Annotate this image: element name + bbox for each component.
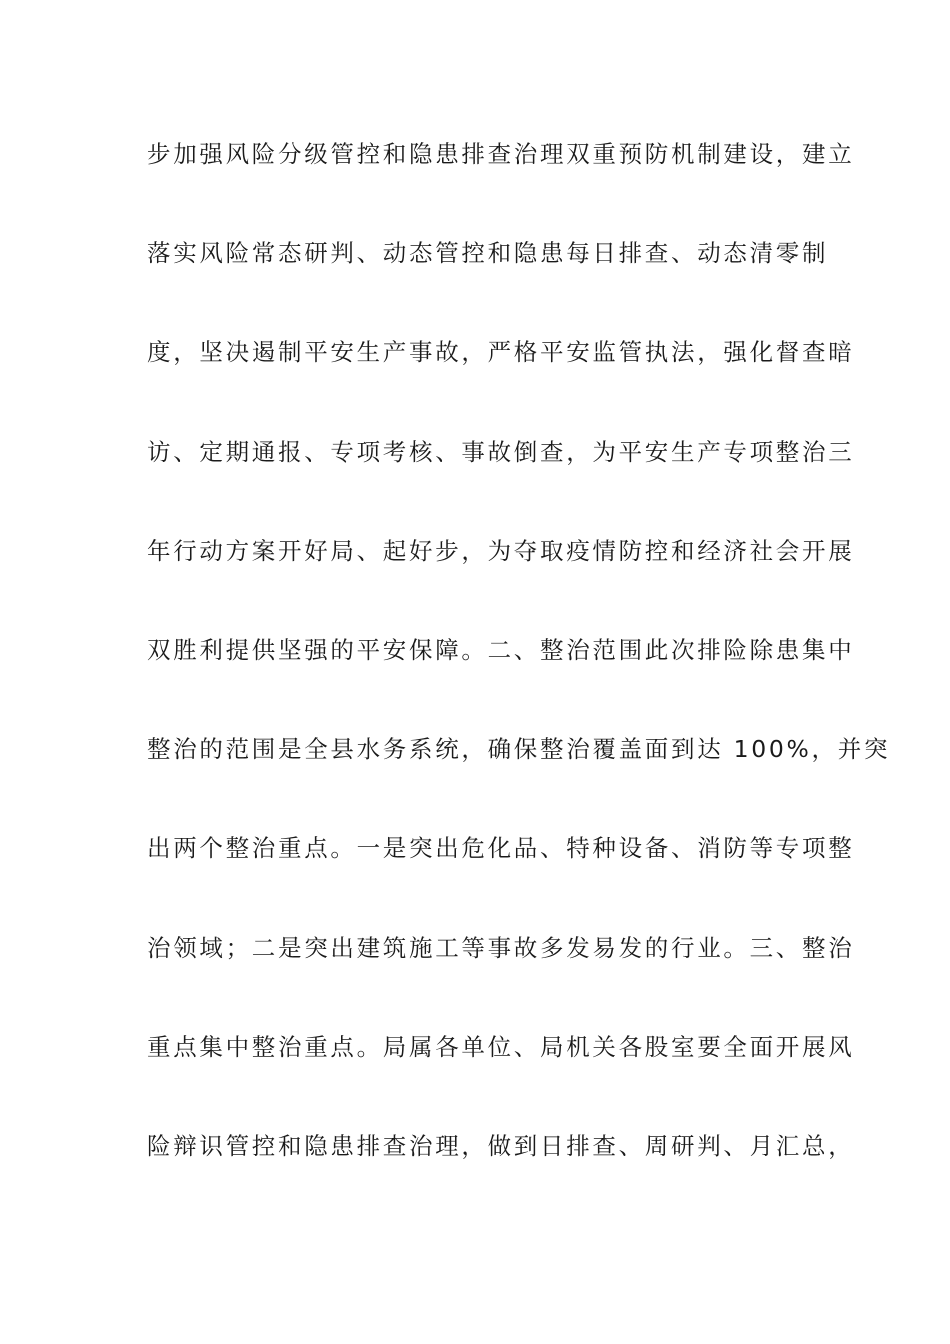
- text-line: 出两个整治重点。一是突出危化品、特种设备、消防等专项整: [147, 834, 855, 863]
- text-line: 年行动方案开好局、起好步，为夺取疫情防控和经济社会开展: [147, 536, 855, 565]
- text-line: 险辩识管控和隐患排查治理，做到日排查、周研判、月汇总，: [147, 1131, 855, 1160]
- text-line: 双胜利提供坚强的平安保障。二、整治范围此次排险除患集中: [147, 635, 855, 664]
- text-line: 访、定期通报、专项考核、事故倒查，为平安生产专项整治三: [147, 437, 855, 466]
- text-line: 度，坚决遏制平安生产事故，严格平安监管执法，强化督查暗: [147, 338, 855, 367]
- text-line: 步加强风险分级管控和隐患排查治理双重预防机制建设，建立: [147, 140, 855, 168]
- body-text: [147, 136, 891, 1227]
- text-line: 重点集中整治重点。局属各单位、局机关各股室要全面开展风: [147, 1032, 855, 1061]
- text-line: 整治的范围是全县水务系统，确保整治覆盖面到达 100%，并突: [147, 735, 891, 764]
- text-line: 落实风险常态研判、动态管控和隐患每日排查、动态清零制: [147, 239, 829, 268]
- text-line: 治领域；二是突出建筑施工等事故多发易发的行业。三、整治: [147, 933, 855, 962]
